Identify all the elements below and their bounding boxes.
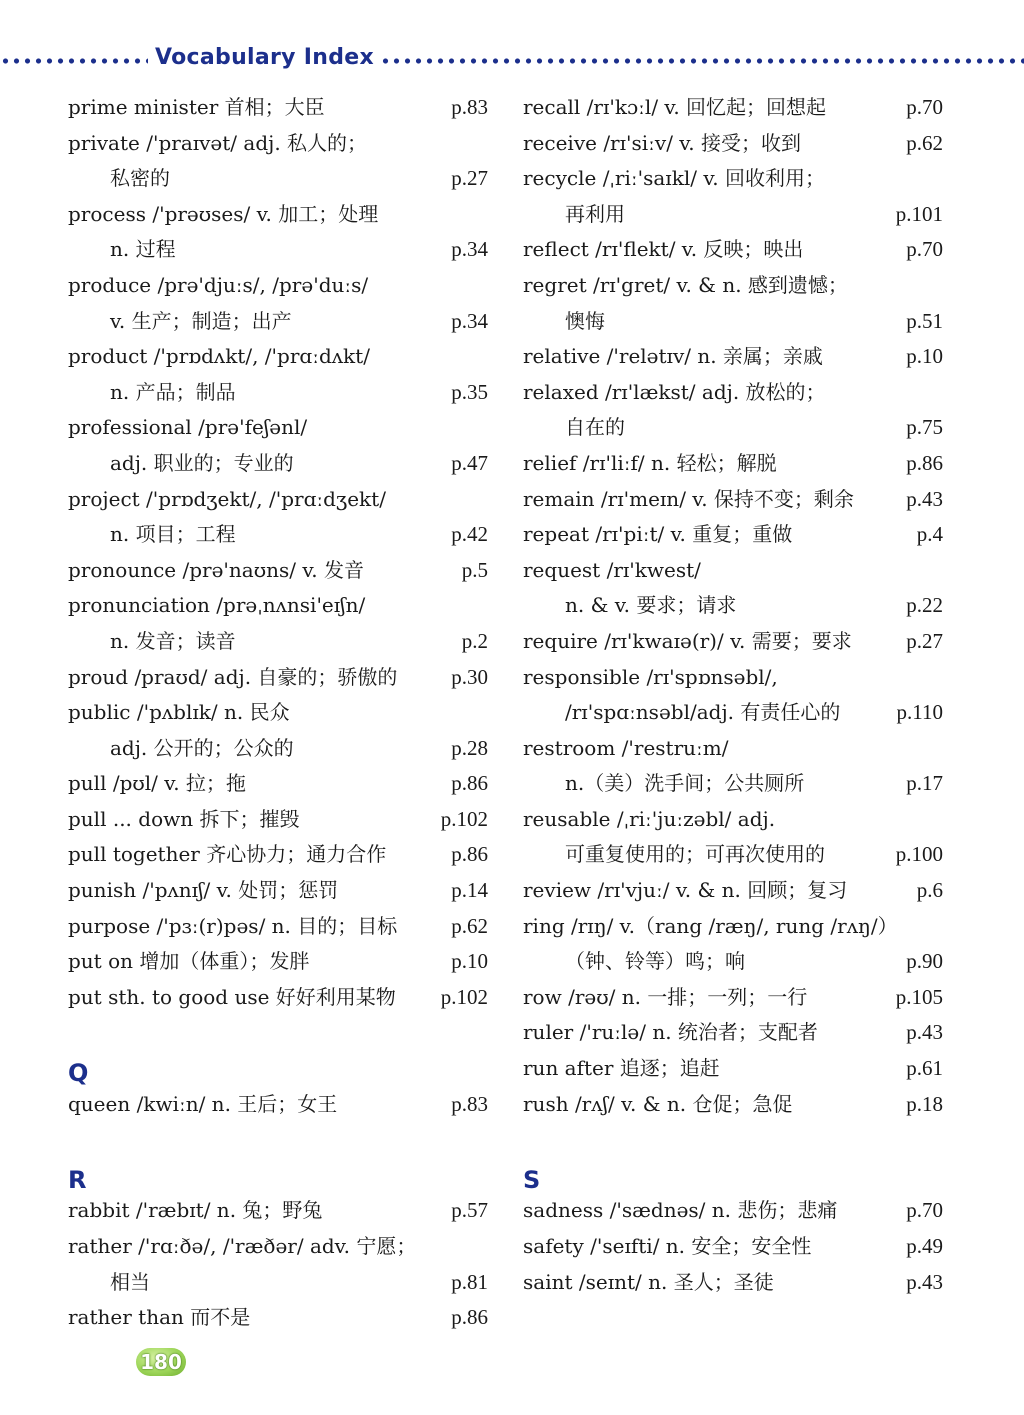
- entry-text: pull ... down 拆下；摧毁: [68, 806, 300, 831]
- index-entry: [68, 660, 488, 696]
- index-entry: [68, 624, 488, 660]
- entry-page-ref: p.27: [906, 628, 943, 653]
- index-entry: [68, 1229, 488, 1265]
- index-entry: [523, 482, 943, 518]
- entry-page-ref: p.43: [906, 486, 943, 511]
- index-entry: [523, 232, 943, 268]
- page-header: [0, 40, 1024, 80]
- entry-text: product /'prɒdʌkt/, /'prɑːdʌkt/: [68, 344, 370, 369]
- index-entry: [523, 410, 943, 446]
- entry-text: n. 项目；工程: [110, 522, 236, 547]
- index-entry: [68, 802, 488, 838]
- entry-page-ref: p.86: [451, 1305, 488, 1330]
- entry-text: sadness /'sædnəs/ n. 悲伤；悲痛: [523, 1198, 838, 1223]
- index-entry: [68, 944, 488, 980]
- entry-text: 再利用: [565, 201, 625, 226]
- entry-text: repeat /rɪ'piːt/ v. 重复；重做: [523, 522, 793, 547]
- entry-page-ref: p.30: [451, 664, 488, 689]
- index-entry: [68, 695, 488, 731]
- entry-text: queen /kwiːn/ n. 王后；女王: [68, 1091, 338, 1116]
- index-entry: [523, 766, 943, 802]
- index-entry: [68, 268, 488, 304]
- section-letter: S: [523, 1165, 541, 1194]
- entry-page-ref: p.100: [895, 842, 943, 867]
- entry-text: punish /'pʌnɪʃ/ v. 处罚；惩罚: [68, 878, 339, 903]
- index-entry: [68, 909, 488, 945]
- entry-page-ref: p.62: [906, 130, 943, 155]
- index-entry: [68, 339, 488, 375]
- index-entry: [523, 695, 943, 731]
- index-entry: [523, 980, 943, 1016]
- entry-page-ref: p.10: [451, 949, 488, 974]
- entry-text: require /rɪ'kwaɪə(r)/ v. 需要；要求: [523, 628, 852, 653]
- index-entry: [523, 126, 943, 162]
- index-entry: [68, 375, 488, 411]
- entry-page-ref: p.47: [451, 450, 488, 475]
- entry-text: rather than 而不是: [68, 1305, 251, 1330]
- entry-page-ref: p.27: [451, 166, 488, 191]
- entry-text: put sth. to good use 好好利用某物: [68, 984, 396, 1009]
- index-entry: [523, 161, 943, 197]
- entry-page-ref: p.49: [906, 1234, 943, 1258]
- index-entry: [68, 837, 488, 873]
- entry-text: rather /'rɑːðə/, /'ræðər/ adv. 宁愿；: [68, 1234, 417, 1258]
- entry-text: pull together 齐心协力；通力合作: [68, 842, 387, 867]
- index-column-left: [68, 90, 488, 1336]
- entry-text: process /'prəʊses/ v. 加工；处理: [68, 201, 379, 226]
- entry-page-ref: p.102: [440, 806, 488, 831]
- entry-text: n. 过程: [110, 237, 176, 262]
- entry-page-ref: p.22: [906, 593, 943, 618]
- entry-page-ref: p.4: [916, 522, 943, 547]
- entry-text: v. 生产；制造；出产: [110, 308, 292, 333]
- index-entry: [523, 802, 943, 838]
- entry-text: private /'praɪvət/ adj. 私人的；: [68, 130, 368, 155]
- index-entry: [68, 446, 488, 482]
- index-entry: [523, 624, 943, 660]
- entry-text: relative /'relətɪv/ n. 亲属；亲戚: [523, 344, 823, 369]
- entry-text: adj. 职业的；专业的: [110, 450, 294, 475]
- entry-text: adj. 公开的；公众的: [110, 735, 294, 760]
- entry-text: purpose /'pɜː(r)pəs/ n. 目的；目标: [68, 913, 398, 938]
- index-entry: [523, 90, 943, 126]
- entry-page-ref: p.86: [451, 771, 488, 796]
- index-entry: [523, 1015, 943, 1051]
- entry-text: 可重复使用的；可再次使用的: [565, 842, 825, 867]
- entry-page-ref: p.28: [451, 735, 488, 760]
- index-entry: [523, 375, 943, 411]
- entry-text: ruler /'ruːlə/ n. 统治者；支配者: [523, 1020, 818, 1045]
- index-entry: [523, 837, 943, 873]
- index-entry: [523, 944, 943, 980]
- page-number-badge: 180: [136, 1348, 186, 1376]
- index-entry: [523, 268, 943, 304]
- entry-text: pronunciation /prəˌnʌnsi'eɪʃn/: [68, 593, 366, 618]
- entry-text: row /rəʊ/ n. 一排；一列；一行: [523, 984, 808, 1009]
- index-entry: [523, 660, 943, 696]
- index-entry: [68, 126, 488, 162]
- index-entry: [68, 232, 488, 268]
- entry-text: relaxed /rɪ'lækst/ adj. 放松的；: [523, 379, 826, 404]
- entry-page-ref: p.83: [451, 95, 488, 119]
- entry-text: n. & v. 要求；请求: [565, 593, 737, 618]
- index-entry: [523, 197, 943, 233]
- entry-text: 相当: [110, 1269, 150, 1294]
- header-dots-left: [0, 57, 148, 65]
- entry-page-ref: p.70: [906, 95, 943, 119]
- entry-text: n.（美）洗手间；公共厕所: [565, 771, 805, 796]
- entry-text: professional /prə'feʃənl/: [68, 415, 308, 440]
- entry-text: regret /rɪ'gret/ v. & n. 感到遗憾；: [523, 272, 848, 297]
- entry-text: （钟、铃等）鸣；响: [565, 949, 745, 974]
- entry-page-ref: p.62: [451, 913, 488, 938]
- entry-page-ref: p.6: [916, 878, 943, 903]
- entry-page-ref: p.34: [451, 237, 488, 262]
- entry-text: n. 发音；读音: [110, 628, 236, 653]
- entry-text: review /rɪ'vjuː/ v. & n. 回顾；复习: [523, 878, 848, 903]
- entry-text: safety /'seɪfti/ n. 安全；安全性: [523, 1234, 812, 1258]
- entry-text: relief /rɪ'liːf/ n. 轻松；解脱: [523, 450, 777, 475]
- entry-page-ref: p.10: [906, 344, 943, 369]
- entry-page-ref: p.2: [461, 628, 488, 653]
- index-entry: [523, 731, 943, 767]
- entry-page-ref: p.17: [906, 771, 943, 796]
- entry-text: pronounce /prə'naʊns/ v. 发音: [68, 557, 365, 582]
- index-entry: [68, 1265, 488, 1301]
- index-entry: [523, 909, 943, 945]
- index-entry: [523, 339, 943, 375]
- entry-text: recycle /ˌriː'saɪkl/ v. 回收利用；: [523, 166, 825, 191]
- section-spacer: [68, 1015, 488, 1051]
- index-entry: [523, 873, 943, 909]
- entry-text: rush /rʌʃ/ v. & n. 仓促；急促: [523, 1091, 793, 1116]
- entry-text: ring /rɪŋ/ v.（rang /ræŋ/, rung /rʌŋ/）: [523, 913, 898, 938]
- entry-text: produce /prə'djuːs/, /prə'duːs/: [68, 272, 369, 297]
- entry-page-ref: p.75: [906, 415, 943, 440]
- entry-page-ref: p.43: [906, 1269, 943, 1294]
- entry-page-ref: p.34: [451, 308, 488, 333]
- entry-text: 懊悔: [565, 308, 605, 333]
- entry-page-ref: p.70: [906, 237, 943, 262]
- index-entry: [68, 980, 488, 1016]
- section-letter: R: [68, 1165, 87, 1194]
- entry-text: reusable /ˌriː'juːzəbl/ adj.: [523, 806, 776, 831]
- index-entry: [523, 1229, 943, 1265]
- entry-text: proud /praʊd/ adj. 自豪的；骄傲的: [68, 664, 398, 689]
- entry-text: rabbit /'ræbɪt/ n. 兔；野兔: [68, 1198, 323, 1223]
- entry-page-ref: p.86: [451, 842, 488, 867]
- index-entry: [523, 553, 943, 589]
- section-spacer: [523, 1122, 943, 1158]
- index-entry: [68, 873, 488, 909]
- entry-page-ref: p.105: [895, 984, 943, 1009]
- entry-page-ref: p.102: [440, 984, 488, 1009]
- entry-text: reflect /rɪ'flekt/ v. 反映；映出: [523, 237, 804, 262]
- entry-page-ref: p.57: [451, 1198, 488, 1223]
- entry-page-ref: p.101: [895, 201, 943, 226]
- index-entry: [523, 446, 943, 482]
- entry-page-ref: p.90: [906, 949, 943, 974]
- entry-text: saint /seɪnt/ n. 圣人；圣徒: [523, 1269, 774, 1294]
- entry-page-ref: p.5: [461, 557, 488, 582]
- entry-text: prime minister 首相；大臣: [68, 95, 325, 119]
- index-entry: [68, 482, 488, 518]
- entry-text: remain /rɪ'meɪn/ v. 保持不变；剩余: [523, 486, 854, 511]
- entry-page-ref: p.18: [906, 1091, 943, 1116]
- entry-text: 自在的: [565, 415, 625, 440]
- index-entry: [523, 1265, 943, 1301]
- index-entry: [68, 197, 488, 233]
- index-entry: [68, 517, 488, 553]
- section-spacer: [68, 1122, 488, 1158]
- index-entry: [523, 517, 943, 553]
- entry-text: receive /rɪ'siːv/ v. 接受；收到: [523, 130, 801, 155]
- entry-page-ref: p.110: [896, 700, 943, 725]
- index-entry: [68, 588, 488, 624]
- index-entry: [68, 553, 488, 589]
- entry-page-ref: p.70: [906, 1198, 943, 1223]
- entry-page-ref: p.42: [451, 522, 488, 547]
- entry-text: put on 增加（体重）；发胖: [68, 949, 310, 974]
- entry-page-ref: p.51: [906, 308, 943, 333]
- entry-page-ref: p.86: [906, 450, 943, 475]
- entry-text: 私密的: [110, 166, 170, 191]
- entry-text: /rɪ'spɑːnsəbl/adj. 有责任心的: [565, 700, 841, 725]
- index-entry: [68, 1193, 488, 1229]
- entry-text: request /rɪ'kwest/: [523, 557, 701, 582]
- index-entry: [523, 1087, 943, 1123]
- entry-text: restroom /'restruːm/: [523, 735, 729, 760]
- entry-text: run after 追逐；追赶: [523, 1056, 720, 1081]
- entry-page-ref: p.81: [451, 1269, 488, 1294]
- entry-text: n. 产品；制品: [110, 379, 236, 404]
- entry-text: pull /pʊl/ v. 拉；拖: [68, 771, 246, 796]
- index-column-right: [523, 90, 943, 1300]
- index-entry: [68, 1300, 488, 1336]
- index-entry: [523, 304, 943, 340]
- index-entry: [68, 304, 488, 340]
- index-entry: [523, 588, 943, 624]
- entry-text: public /'pʌblɪk/ n. 民众: [68, 700, 290, 725]
- section-letter: Q: [68, 1059, 89, 1088]
- entry-text: responsible /rɪ'spɒnsəbl/,: [523, 664, 778, 689]
- header-dots-right: [380, 57, 1024, 65]
- header-title: Vocabulary Index: [155, 45, 374, 70]
- index-entry: [523, 1193, 943, 1229]
- index-entry: [68, 766, 488, 802]
- entry-text: recall /rɪ'kɔːl/ v. 回忆起；回想起: [523, 95, 827, 119]
- entry-page-ref: p.43: [906, 1020, 943, 1045]
- index-entry: [68, 90, 488, 126]
- index-entry: [68, 410, 488, 446]
- entry-page-ref: p.61: [906, 1056, 943, 1081]
- entry-text: project /'prɒdʒekt/, /'prɑːdʒekt/: [68, 486, 386, 511]
- index-entry: [68, 731, 488, 767]
- entry-page-ref: p.14: [451, 878, 488, 903]
- entry-page-ref: p.83: [451, 1091, 488, 1116]
- index-entry: [68, 161, 488, 197]
- entry-page-ref: p.35: [451, 379, 488, 404]
- index-entry: [523, 1051, 943, 1087]
- index-entry: [68, 1087, 488, 1123]
